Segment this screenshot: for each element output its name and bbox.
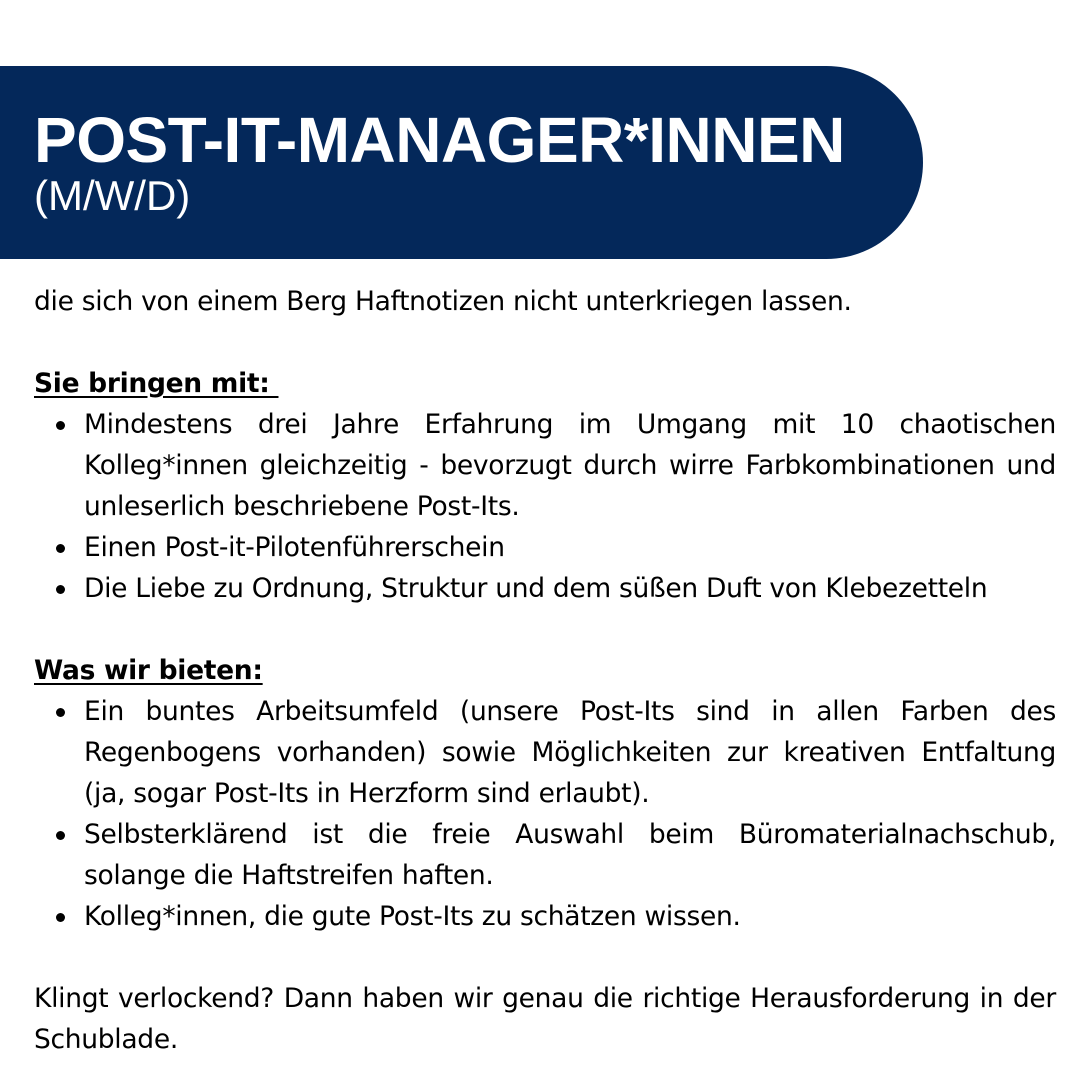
intro-text: die sich von einem Berg Haftnotizen nicht unterkriegen lassen. (34, 286, 852, 317)
list-item: Kolleg*innen, die gute Post-Its zu schätzen wissen. (84, 896, 1056, 937)
job-gender-note: (M/W/D) (34, 172, 191, 219)
list-item: Die Liebe zu Ordnung, Struktur und dem süßen Duft von Klebezetteln (84, 568, 1056, 609)
requirements-list (34, 404, 1056, 609)
list-item: Mindestens drei Jahre Erfahrung im Umgang mit 10 chaotischen Kolleg*innen gleichzeitig - bevorzugt durch wirre Farbkombinationen und unleserlich beschriebene Post-Its. (84, 404, 1056, 527)
job-description (34, 281, 1056, 1060)
closing-text: Klingt verlockend? Dann haben wir genau die richtige Herausforderung in der Schublade. (34, 983, 1056, 1055)
offer-heading: Was wir bieten: (34, 655, 263, 686)
list-item: Ein buntes Arbeitsumfeld (unsere Post-Its sind in allen Farben des Regenbogens vorhanden) sowie Möglichkeiten zur kreativen Entfaltung (ja, sogar Post-Its in Herzform sind erlaubt). (84, 691, 1056, 814)
job-title: POST-IT-MANAGER*INNEN (34, 104, 845, 176)
list-item: Selbsterklärend ist die freie Auswahl beim Büromaterialnachschub, solange die Haftstreifen haften. (84, 814, 1056, 896)
requirements-heading: Sie bringen mit: (34, 368, 279, 399)
list-item: Einen Post-it-Pilotenführerschein (84, 527, 1056, 568)
offer-list (34, 691, 1056, 937)
